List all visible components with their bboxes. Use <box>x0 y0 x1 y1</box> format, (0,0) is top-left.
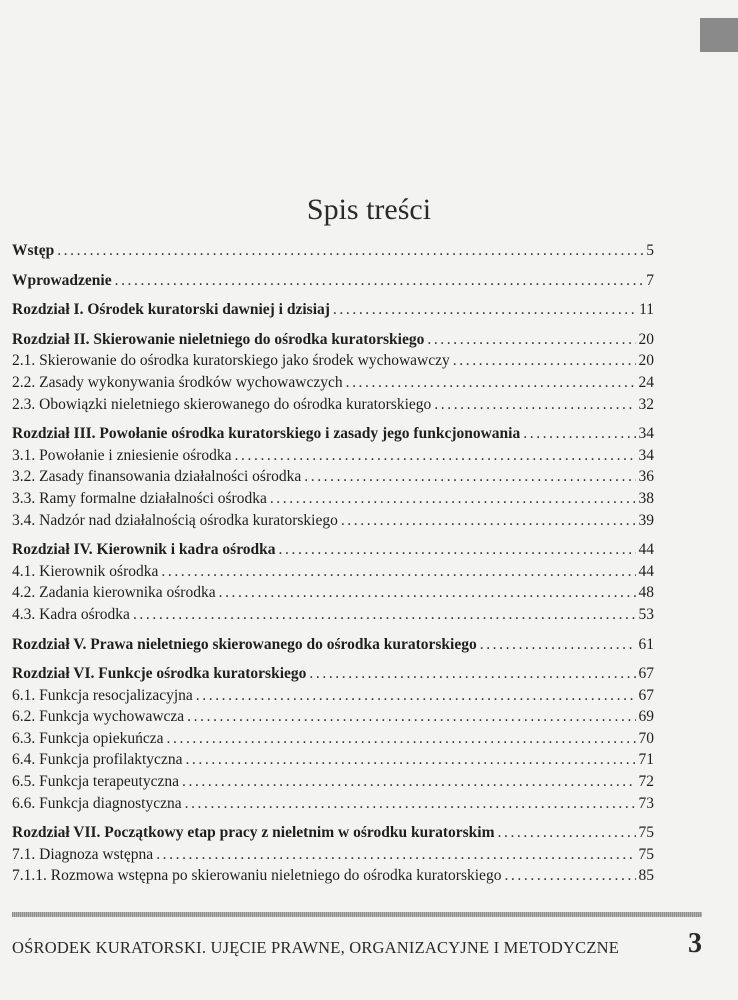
toc-subsection-entry <box>12 394 654 416</box>
dot-leader <box>498 822 636 844</box>
toc-subsection-entry <box>12 350 654 372</box>
toc-entry-label: 7.1. Diagnoza wstępna <box>12 845 154 863</box>
toc-entry-page: 61 <box>638 635 654 653</box>
toc-entry-label: Rozdział I. Ośrodek kuratorski dawniej i dzisiaj <box>12 301 330 319</box>
dot-leader <box>341 510 636 532</box>
toc-entry-page: 67 <box>638 686 654 704</box>
toc-entry-page: 20 <box>638 352 654 370</box>
toc-entry-page: 24 <box>638 373 654 391</box>
toc-chapter-entry <box>12 240 654 262</box>
dot-leader <box>523 423 635 445</box>
toc-subsection-entry <box>12 561 654 583</box>
toc-entry-page: 39 <box>638 511 654 529</box>
toc-entry-label: 7.1.1. Rozmowa wstępna po skierowaniu nieletniego do ośrodka kuratorskiego <box>12 867 502 885</box>
toc-entry-page: 70 <box>638 729 654 747</box>
dot-leader <box>235 445 636 467</box>
dot-leader <box>333 299 636 321</box>
toc-section <box>12 299 654 321</box>
dot-leader <box>279 539 636 561</box>
toc-subsection-entry <box>12 445 654 467</box>
table-of-contents <box>12 240 654 895</box>
toc-entry-page: 69 <box>638 708 654 726</box>
toc-chapter-entry <box>12 329 654 351</box>
dot-leader <box>182 771 636 793</box>
toc-entry-page: 44 <box>638 562 654 580</box>
toc-entry-page: 34 <box>638 425 654 443</box>
dot-leader <box>133 604 636 626</box>
toc-entry-label: 3.4. Nadzór nad działalnością ośrodka kuratorskiego <box>12 511 338 529</box>
toc-entry-page: 34 <box>638 446 654 464</box>
toc-entry-label: 3.3. Ramy formalne działalności ośrodka <box>12 489 267 507</box>
toc-entry-page: 53 <box>638 605 654 623</box>
toc-entry-page: 75 <box>638 845 654 863</box>
toc-entry-page: 20 <box>638 330 654 348</box>
toc-entry-label: 6.2. Funkcja wychowawcza <box>12 708 185 726</box>
toc-entry-page: 85 <box>638 867 654 885</box>
dot-leader <box>187 706 635 728</box>
toc-entry-page: 67 <box>638 665 654 683</box>
toc-entry-label: 6.6. Funkcja diagnostyczna <box>12 794 182 812</box>
dot-leader <box>196 685 636 707</box>
dot-leader <box>504 865 635 887</box>
toc-entry-page: 75 <box>638 824 654 842</box>
toc-section <box>12 423 654 531</box>
toc-entry-label: Rozdział VI. Funkcje ośrodka kuratorskiego <box>12 665 307 683</box>
toc-entry-page: 72 <box>638 773 654 791</box>
toc-entry-page: 7 <box>646 271 654 289</box>
toc-subsection-entry <box>12 372 654 394</box>
toc-entry-page: 71 <box>638 751 654 769</box>
corner-mark <box>700 18 738 52</box>
dot-leader <box>346 372 636 394</box>
toc-subsection-entry <box>12 582 654 604</box>
toc-entry-label: Rozdział VII. Początkowy etap pracy z nieletnim w ośrodku kuratorskim <box>12 824 495 842</box>
toc-subsection-entry <box>12 510 654 532</box>
toc-entry-label: 3.1. Powołanie i zniesienie ośrodka <box>12 446 232 464</box>
toc-entry-page: 11 <box>639 301 654 319</box>
toc-entry-page: 5 <box>646 242 654 259</box>
page-title: Spis treści <box>306 193 432 226</box>
dot-leader <box>57 240 643 262</box>
toc-entry-label: 6.4. Funkcja profilaktyczna <box>12 751 183 769</box>
toc-subsection-entry <box>12 488 654 510</box>
toc-entry-label: Rozdział IV. Kierownik i kadra ośrodka <box>12 541 276 559</box>
toc-chapter-entry <box>12 423 654 445</box>
toc-chapter-entry <box>12 539 654 561</box>
toc-entry-page: 36 <box>638 468 654 486</box>
toc-chapter-entry <box>12 299 654 321</box>
toc-entry-label: 2.3. Obowiązki nieletniego skierowanego do ośrodka kuratorskiego <box>12 395 432 413</box>
toc-chapter-entry <box>12 634 654 656</box>
dot-leader <box>156 844 635 866</box>
toc-entry-label: Wstęp <box>12 242 55 259</box>
dot-leader <box>219 582 636 604</box>
toc-entry-label: 4.2. Zadania kierownika ośrodka <box>12 584 216 602</box>
toc-section <box>12 329 654 415</box>
toc-entry-page: 48 <box>638 584 654 602</box>
toc-subsection-entry <box>12 604 654 626</box>
dot-leader <box>270 488 636 510</box>
toc-entry-label: Rozdział II. Skierowanie nieletniego do ośrodka kuratorskiego <box>12 330 425 348</box>
dot-leader <box>185 793 636 815</box>
toc-entry-label: 2.2. Zasady wykonywania środków wychowawczych <box>12 373 343 391</box>
toc-subsection-entry <box>12 749 654 771</box>
toc-entry-label: 6.3. Funkcja opiekuńcza <box>12 729 164 747</box>
toc-entry-label: 3.2. Zasady finansowania działalności ośrodka <box>12 468 302 486</box>
toc-subsection-entry <box>12 793 654 815</box>
toc-subsection-entry <box>12 466 654 488</box>
toc-section <box>12 240 654 262</box>
dot-leader <box>185 749 635 771</box>
toc-subsection-entry <box>12 728 654 750</box>
toc-chapter-entry <box>12 270 654 292</box>
dot-leader <box>161 561 635 583</box>
dot-leader <box>309 663 635 685</box>
footer-rule <box>12 912 702 917</box>
toc-entry-label: Wprowadzenie <box>12 271 112 289</box>
toc-chapter-entry <box>12 822 654 844</box>
dot-leader <box>453 350 636 372</box>
dot-leader <box>434 394 635 416</box>
toc-entry-page: 38 <box>638 489 654 507</box>
footer-book-title: OŚRODEK KURATORSKI. UJĘCIE PRAWNE, ORGANIZACYJNE I METODYCZNE <box>12 938 620 957</box>
footer-page-number: 3 <box>688 928 702 959</box>
toc-subsection-entry <box>12 844 654 866</box>
toc-section <box>12 270 654 292</box>
toc-entry-label: 6.1. Funkcja resocjalizacyjna <box>12 686 193 704</box>
toc-entry-page: 73 <box>638 794 654 812</box>
toc-subsection-entry <box>12 865 654 887</box>
toc-chapter-entry <box>12 663 654 685</box>
toc-entry-label: 2.1. Skierowanie do ośrodka kuratorskiego jako środek wychowawczy <box>12 352 450 370</box>
toc-entry-page: 32 <box>638 395 654 413</box>
toc-section <box>12 634 654 656</box>
dot-leader <box>304 466 635 488</box>
toc-entry-label: Rozdział V. Prawa nieletniego skierowanego do ośrodka kuratorskiego <box>12 635 477 653</box>
toc-section <box>12 663 654 814</box>
toc-subsection-entry <box>12 685 654 707</box>
dot-leader <box>480 634 636 656</box>
toc-section <box>12 822 654 887</box>
toc-entry-label: 4.1. Kierownik ośrodka <box>12 562 159 580</box>
toc-entry-label: 6.5. Funkcja terapeutyczna <box>12 773 179 791</box>
toc-subsection-entry <box>12 771 654 793</box>
toc-section <box>12 539 654 625</box>
toc-entry-page: 44 <box>638 541 654 559</box>
dot-leader <box>115 270 644 292</box>
toc-subsection-entry <box>12 706 654 728</box>
dot-leader <box>427 329 635 351</box>
toc-entry-label: 4.3. Kadra ośrodka <box>12 605 130 623</box>
dot-leader <box>167 728 636 750</box>
toc-entry-label: Rozdział III. Powołanie ośrodka kuratorskiego i zasady jego funkcjonowania <box>12 425 521 443</box>
